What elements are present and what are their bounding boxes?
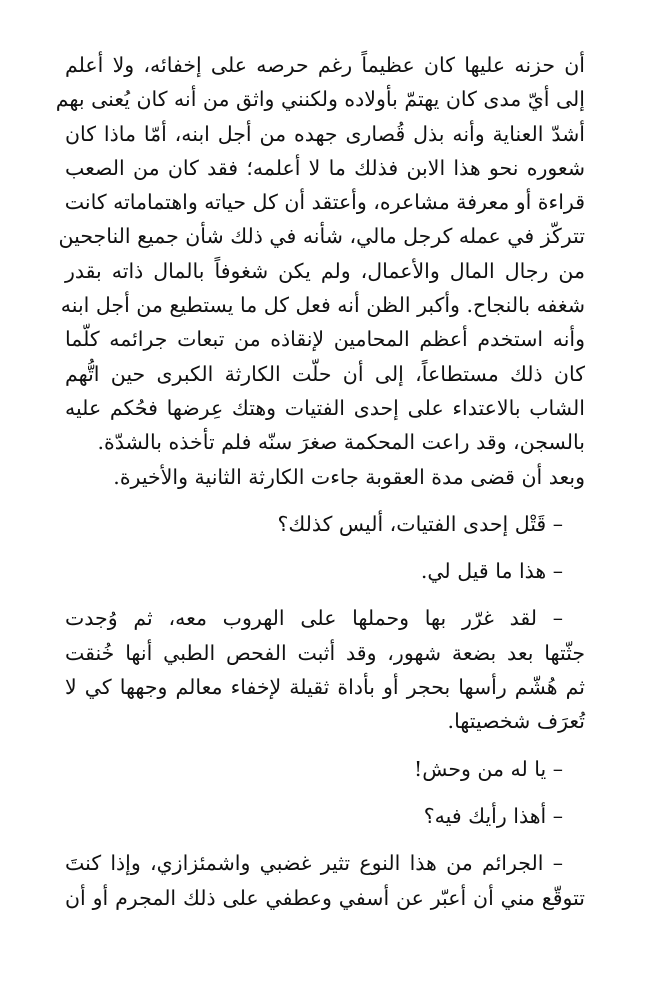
text-line: أشدّ العناية وأنه بذل قُصارى جهده من أجل ابنه، أمّا ماذا كان (65, 121, 585, 146)
text-line: ثم هُشّم رأسها بحجر أو بأداة ثقيلة لإخفاء معالم وجهها كي لا (65, 675, 585, 700)
text-line: قراءة أو معرفة مشاعره، وأعتقد أن كل حياته واهتماماته كانت (64, 190, 585, 215)
text-line: شعوره نحو هذا الابن فذلك ما لا أعلمه؛ فقد كان من الصعب (65, 155, 585, 180)
dialogue-line (65, 799, 585, 833)
text-line: جثّتها بعد بضعة شهور، وقد أثبت الفحص الطبي أنها خُنقت (65, 640, 585, 665)
text-line: شغفه بالنجاح. وأكبر الظن أنه فعل كل ما يستطيع من أجل ابنه (60, 293, 585, 318)
text-line: إلى أيّ مدى كان يهتمّ بأولاده ولكنني واثق من أنه كان يُعنى بهم (55, 87, 585, 112)
text-line: الشاب بالاعتداء على إحدى الفتيات وهتك عِرضها فحُكم عليه (65, 395, 585, 420)
main-paragraph (55, 48, 585, 494)
book-page (55, 48, 585, 915)
dialogue-line (65, 554, 585, 588)
dialogue-text: – يا له من وحش! (413, 756, 563, 781)
text-line: من رجال المال والأعمال، ولم يكن شغوفاً بالمال ذاته بقدر (65, 258, 585, 283)
text-line: وبعد أن قضى مدة العقوبة جاءت الكارثة الثانية والأخيرة. (113, 464, 585, 489)
text-line: وأنه استخدم أعظم المحامين لإنقاذه من تبعات جرائمه كلّما (65, 327, 585, 352)
dialogue-line (65, 752, 585, 786)
text-line: – الجرائم من هذا النوع تثير غضبي واشمئزازي، وإذا كنتَ (65, 851, 563, 876)
dialogue-paragraph (65, 601, 585, 738)
text-line: – لقد غرّر بها وحملها على الهروب معه، ثم وُجدت (65, 606, 563, 631)
text-line: بالسجن، وقد راعت المحكمة صغرَ سنّه فلم تأخذه بالشدّة. (97, 430, 585, 455)
dialogue-text: – قَتْل إحدى الفتيات، أليس كذلك؟ (277, 511, 563, 536)
dialogue-paragraph (65, 846, 585, 915)
text-line: تتركّز في عمله كرجل مالي، شأنه في ذلك شأن جميع الناجحين (58, 224, 585, 249)
text-line: كان ذلك مستطاعاً، إلى أن حلّت الكارثة الكبرى حين اتُّهم (65, 361, 585, 386)
text-line: أن حزنه عليها كان عظيماً رغم حرصه على إخفائه، ولا أعلم (65, 53, 585, 77)
text-line: تتوقّع مني أن أعبّر عن أسفي وعطفي على ذلك المجرم أو أن (65, 885, 585, 910)
dialogue-text: – أهذا رأيك فيه؟ (423, 803, 563, 828)
text-line: تُعرَف شخصيتها. (447, 709, 585, 734)
dialogue-line (65, 507, 585, 541)
dialogue-text: – هذا ما قيل لي. (420, 559, 563, 584)
